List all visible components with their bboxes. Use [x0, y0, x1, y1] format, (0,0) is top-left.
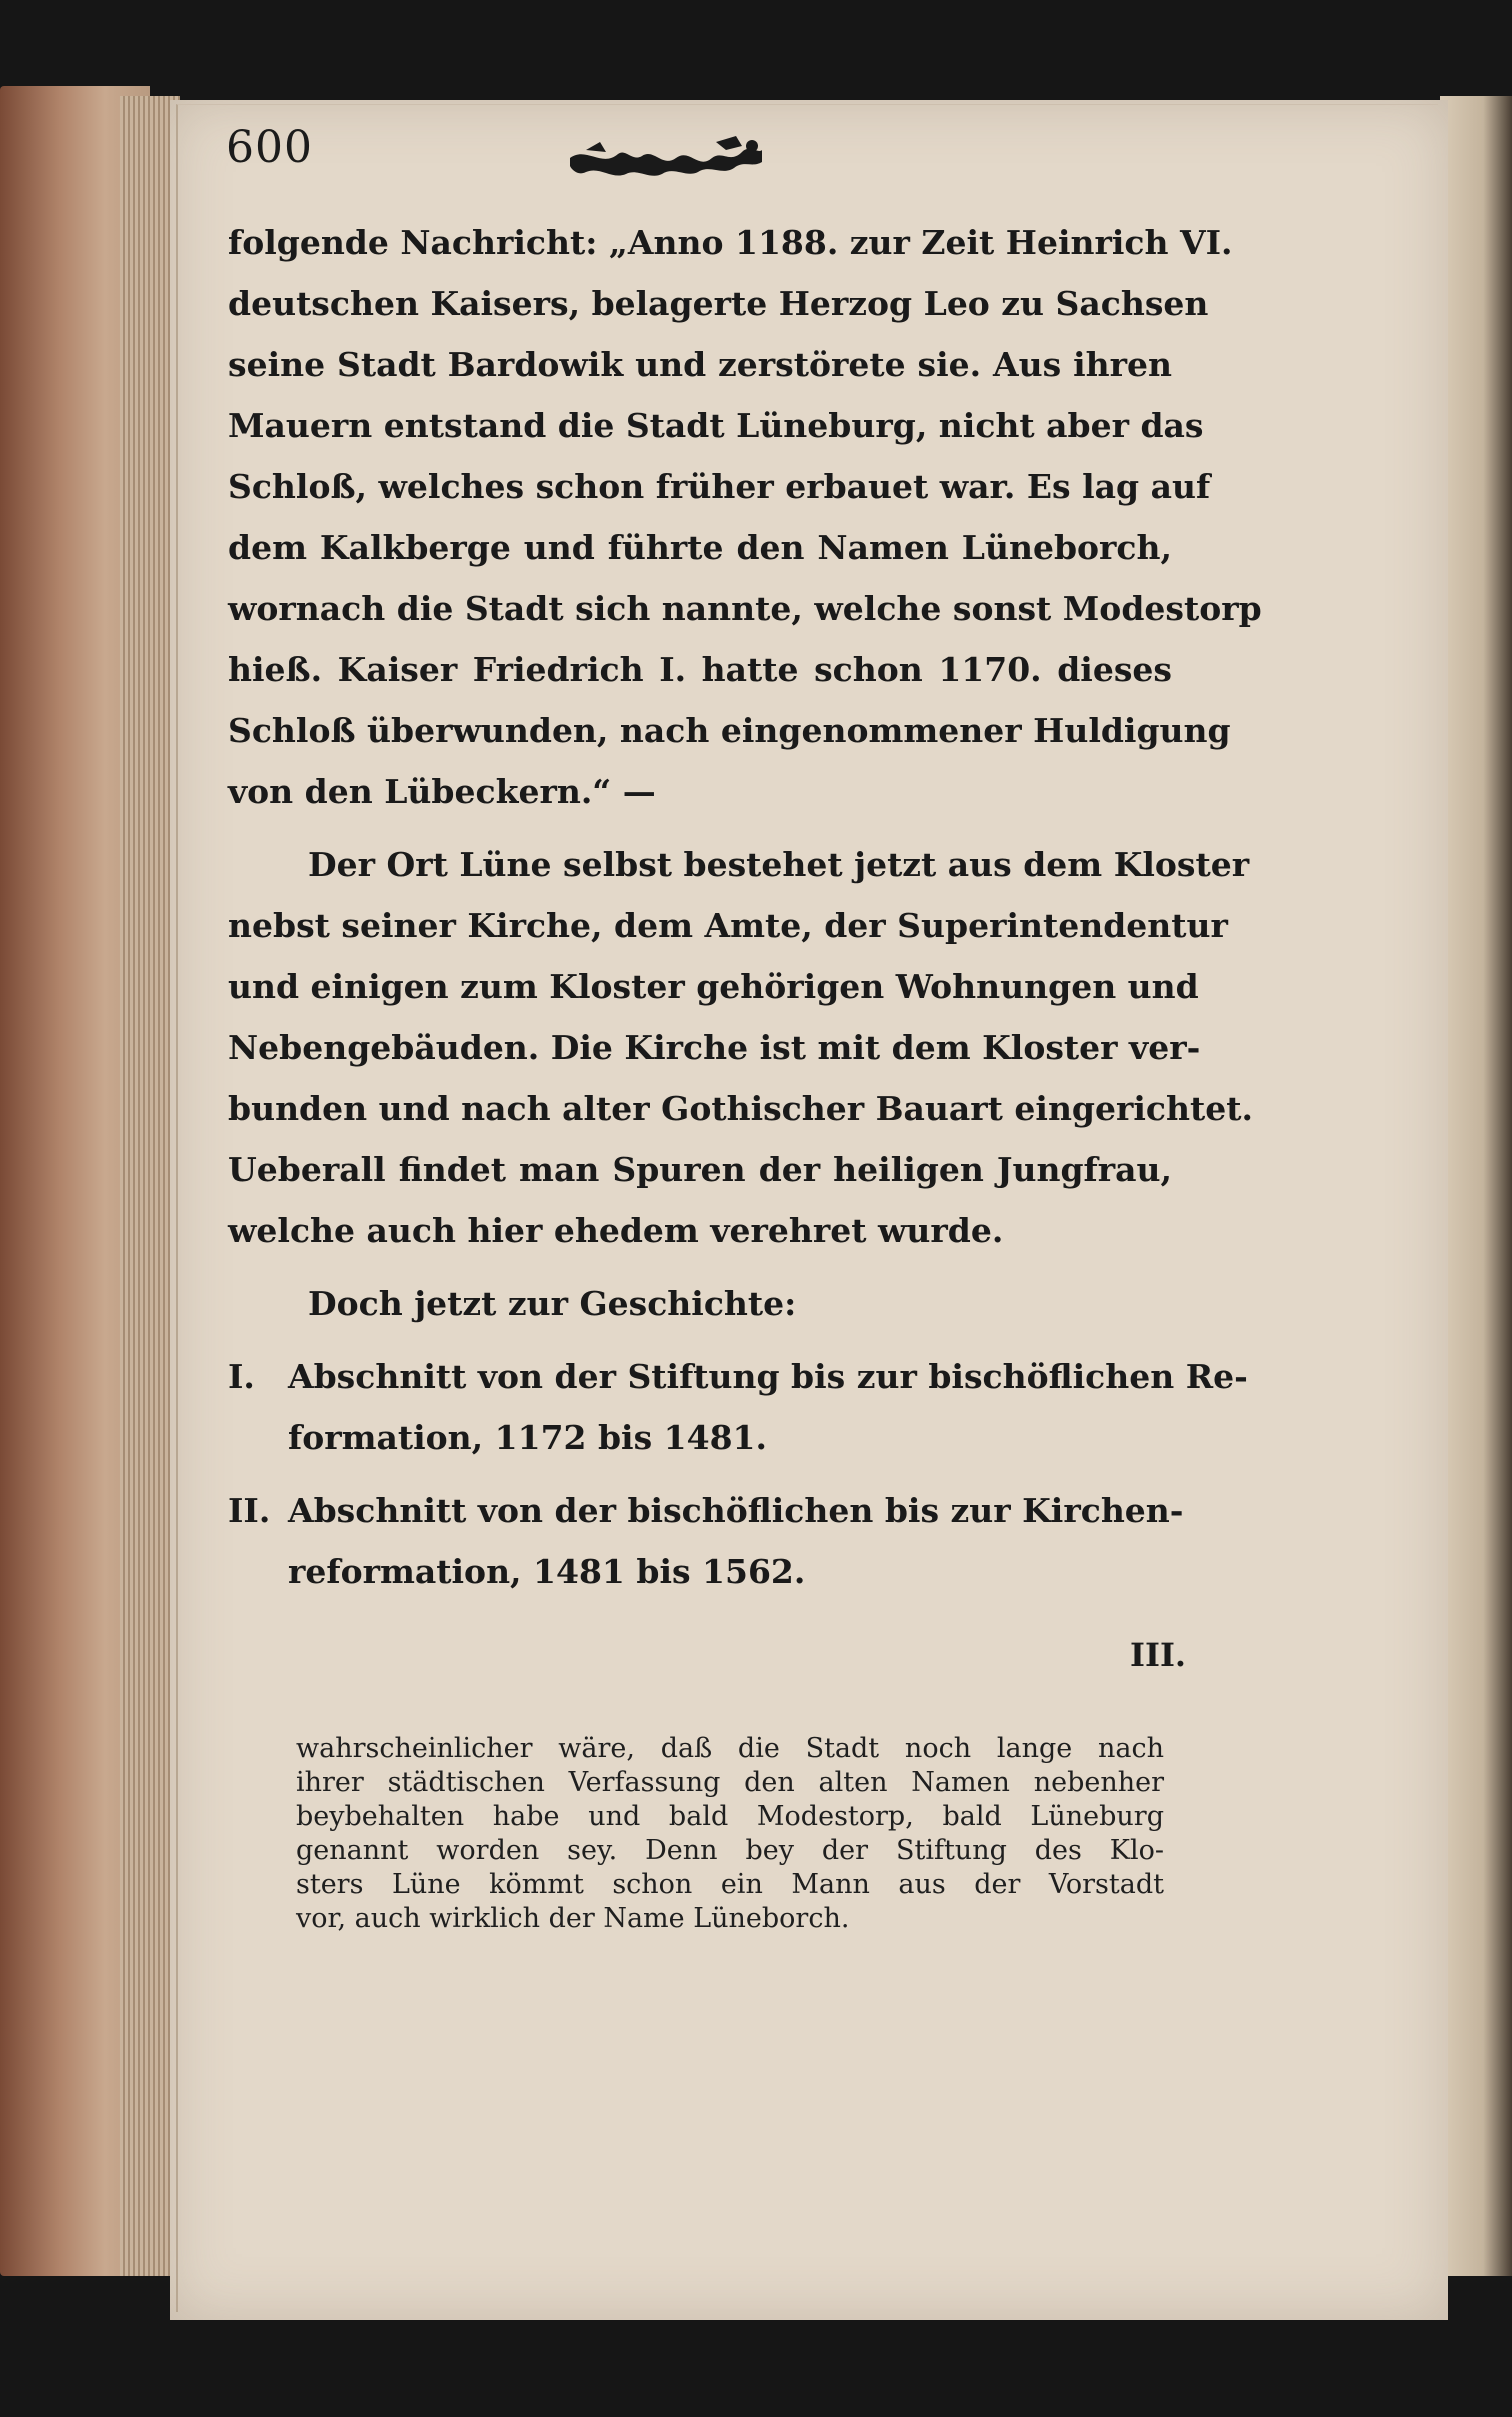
text-line: Schloß überwunden, nach eingenommener Huldigung: [228, 711, 1231, 750]
right-page-edge: [1440, 96, 1512, 2276]
footnote-line: wahrscheinlicher wäre, daß die Stadt noch lange nach: [296, 1733, 1164, 1764]
text-line: reformation, 1481 bis 1562.: [288, 1552, 806, 1591]
text-line: Ueberall findet man Spuren der heiligen Jungfrau,: [228, 1150, 1172, 1189]
paragraph-lune: [228, 834, 1253, 1261]
footnote-line: sters Lüne kömmt schon ein Mann aus der Vorstadt: [296, 1869, 1164, 1900]
section-number: I.: [228, 1357, 255, 1396]
text-line: wornach die Stadt sich nannte, welche sonst Modestorp: [228, 589, 1262, 628]
paragraph-quote: [228, 212, 1262, 822]
text-line: und einigen zum Kloster gehörigen Wohnungen und: [228, 967, 1199, 1006]
page-number: 600: [226, 122, 313, 173]
text-line: formation, 1172 bis 1481.: [288, 1418, 767, 1457]
text-line: welche auch hier ehedem verehret wurde.: [228, 1211, 1004, 1250]
text-line: Schloß, welches schon früher erbauet war. Es lag auf: [228, 467, 1211, 506]
section-number: II.: [228, 1491, 271, 1530]
text-line: Nebengebäuden. Die Kirche ist mit dem Kloster ver-: [228, 1028, 1201, 1067]
section-item-1: [228, 1346, 1248, 1468]
footnote: [296, 1732, 1164, 1936]
text-line: von den Lübeckern.“ —: [228, 772, 656, 811]
main-text: [228, 212, 1262, 1602]
footnote-line: beybehalten habe und bald Modestorp, bald Lüneburg: [296, 1801, 1164, 1832]
text-line: Mauern entstand die Stadt Lüneburg, nicht aber das: [228, 406, 1204, 445]
printer-ornament-icon: [566, 128, 766, 184]
text-line: Abschnitt von der bischöflichen bis zur Kirchen-: [288, 1491, 1184, 1530]
text-line: dem Kalkberge und führte den Namen Lüneborch,: [228, 528, 1172, 567]
text-line: deutschen Kaisers, belagerte Herzog Leo zu Sachsen: [228, 284, 1209, 323]
footnote-line: genannt worden sey. Denn bey der Stiftung des Klo-: [296, 1835, 1164, 1866]
section-item-2: [228, 1480, 1184, 1602]
footnote-line: vor, auch wirklich der Name Lüneborch.: [296, 1903, 850, 1934]
text-line: folgende Nachricht: „Anno 1188. zur Zeit Heinrich VI.: [228, 223, 1233, 262]
history-intro: Doch jetzt zur Geschichte:: [308, 1284, 797, 1323]
text-line: nebst seiner Kirche, dem Amte, der Superintendentur: [228, 906, 1228, 945]
page-header: [226, 122, 1026, 192]
text-line: seine Stadt Bardowik und zerstörete sie. Aus ihren: [228, 345, 1172, 384]
footnote-line: ihrer städtischen Verfassung den alten Namen nebenher: [296, 1767, 1164, 1798]
text-line: hieß. Kaiser Friedrich I. hatte schon 1170. dieses: [228, 650, 1172, 689]
text-line: Abschnitt von der Stiftung bis zur bischöflichen Re-: [288, 1357, 1248, 1396]
catchword: III.: [1130, 1636, 1187, 1674]
text-line: bunden und nach alter Gothischer Bauart eingerichtet.: [228, 1089, 1253, 1128]
text-line: Der Ort Lüne selbst bestehet jetzt aus dem Kloster: [308, 845, 1250, 884]
